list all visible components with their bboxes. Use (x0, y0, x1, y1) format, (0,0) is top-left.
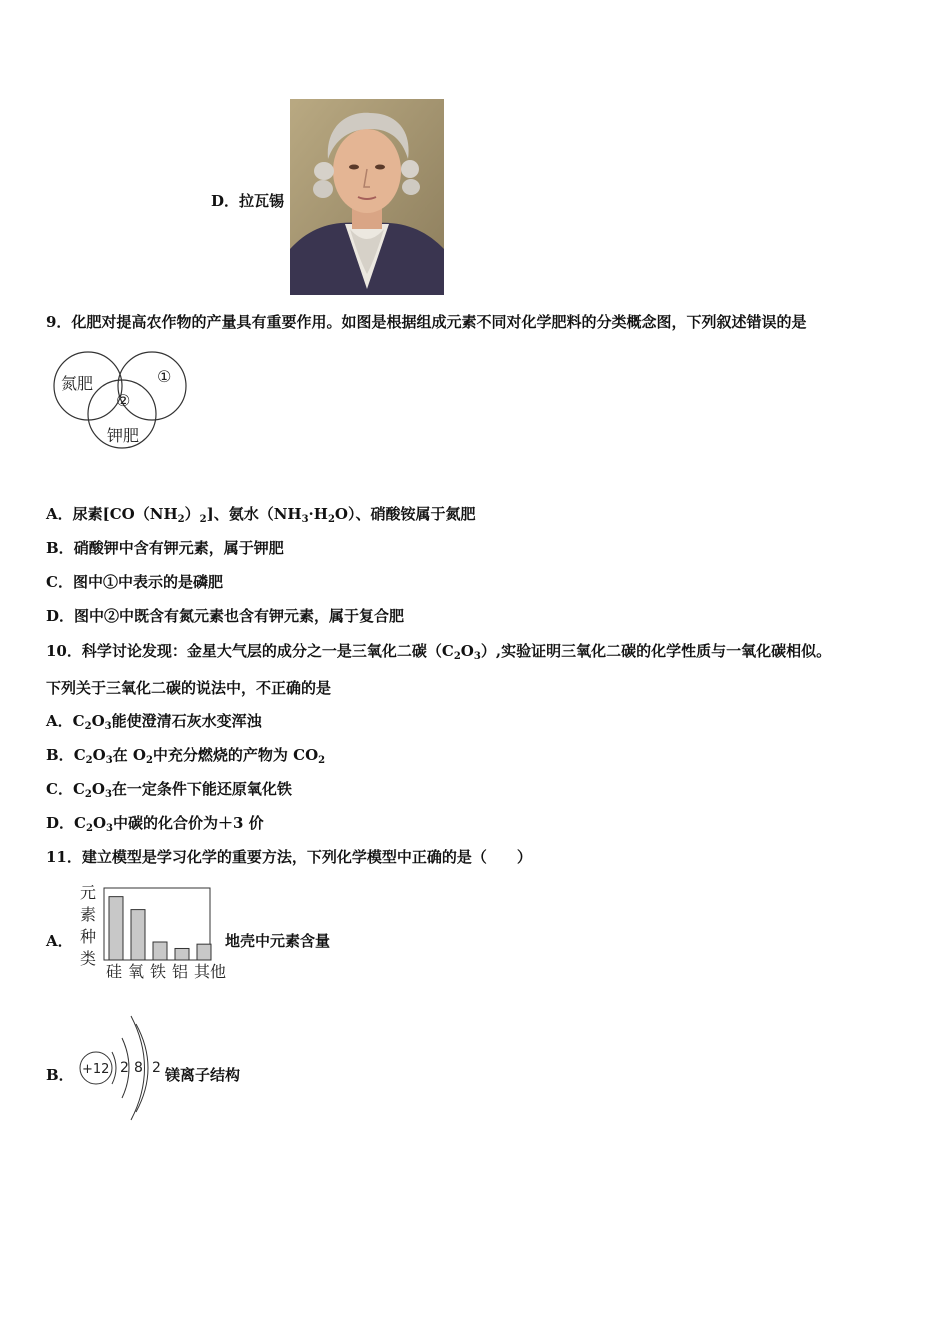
q11-option-b-letter: B． (46, 1066, 74, 1084)
x-tick-label: 铝 (172, 962, 189, 981)
formula: O (91, 780, 105, 798)
subscript: 2 (177, 514, 185, 525)
text: ·H (308, 505, 328, 523)
option-letter: C． (46, 780, 73, 798)
formula: C (72, 712, 85, 730)
option-text: 图中②中既含有氮元素也含有钾元素，属于复合肥 (74, 607, 405, 625)
bar-0 (109, 897, 123, 960)
formula: O (91, 712, 105, 730)
text: 尿素[CO（NH (72, 505, 178, 523)
bar-4 (197, 944, 211, 960)
q9-option-b (46, 537, 284, 558)
subscript: 2 (85, 823, 93, 834)
venn-potassium-label: 钾肥 (107, 426, 140, 445)
fertilizer-venn-diagram (50, 348, 192, 456)
option-letter: B． (46, 539, 74, 557)
formula: C (73, 746, 86, 764)
venn-region-2: ② (116, 391, 131, 410)
option-text: 在 O (112, 746, 146, 764)
ylabel-char: 类 (80, 949, 97, 968)
lavoisier-portrait (290, 99, 444, 295)
formula: O (92, 814, 107, 832)
subscript: 2 (453, 651, 461, 662)
subscript: 3 (301, 514, 309, 525)
option-text: 在一定条件下能还原氧化铁 (111, 780, 292, 798)
venn-region-1: ① (157, 367, 172, 386)
subscript: 2 (84, 721, 92, 732)
text: ]、氨水（NH (206, 505, 302, 523)
option-text: 图中①中表示的是磷肥 (72, 573, 223, 591)
subscript: 2 (145, 755, 153, 766)
option-letter: D． (46, 814, 75, 832)
q9-option-a (46, 503, 476, 524)
x-tick-label: 其他 (194, 962, 227, 981)
text: 10．科学讨论发现：金星大气层的成分之一是三氧化二碳（C (46, 642, 454, 660)
text: O）、硝酸铵属于氮肥 (334, 505, 476, 523)
venn-nitrogen-label: 氮肥 (61, 374, 94, 393)
option-letter: A． (46, 505, 73, 523)
bar-2 (153, 942, 167, 960)
ylabel-char: 素 (80, 905, 97, 924)
text: ） (184, 505, 200, 523)
q11-option-a-letter: A． (46, 932, 73, 950)
option-letter: B． (46, 746, 74, 764)
x-tick-label: 硅 (106, 962, 123, 981)
q8-option-d (211, 190, 284, 211)
nucleus-charge: +12 (82, 1062, 110, 1077)
subscript: 2 (199, 514, 207, 525)
subscript: 3 (105, 755, 113, 766)
q10-option-c (46, 778, 292, 799)
q10-option-b (46, 744, 325, 765)
q10-option-d (46, 812, 264, 833)
option-text: 拉瓦锡 (239, 192, 285, 210)
subscript: 3 (104, 789, 112, 800)
shell-electron-count: 8 (134, 1060, 143, 1076)
shell-electron-count: 2 (152, 1060, 161, 1076)
x-tick-label: 铁 (150, 962, 167, 981)
subscript: 2 (318, 755, 326, 766)
q9-stem: 9．化肥对提高农作物的产量具有重要作用。如图是根据组成元素不同对化学肥料的分类概念图，下列叙述错误的是 (46, 313, 807, 331)
q11-option-a-caption: 地壳中元素含量 (225, 932, 331, 950)
shell-electron-count: 2 (120, 1060, 129, 1076)
magnesium-ion-structure-diagram (76, 1010, 166, 1122)
q10-stem-line2: 下列关于三氧化二碳的说法中，不正确的是 (46, 679, 332, 697)
subscript: 3 (106, 823, 113, 834)
option-letter: D． (211, 192, 240, 210)
subscript: 2 (85, 755, 93, 766)
q9-option-c (46, 571, 223, 592)
q11-option-b-caption: 镁离子结构 (165, 1066, 241, 1084)
chart-ylabel (80, 883, 96, 968)
q9-option-d (46, 605, 404, 626)
bar-3 (175, 948, 189, 960)
option-text: 中充分燃烧的产物为 CO (152, 746, 319, 764)
option-text: 中碳的化合价为＋3 价 (112, 814, 264, 832)
x-tick-label: 氧 (128, 962, 145, 981)
option-letter: A． (46, 712, 73, 730)
option-text: 硝酸钾中含有钾元素，属于钾肥 (73, 539, 284, 557)
text: ）,实验证明三氧化二碳的化学性质与一氧化碳相似。 (480, 642, 832, 660)
subscript: 2 (327, 514, 335, 525)
bar-1 (131, 910, 145, 960)
q10-option-a (46, 710, 262, 731)
option-letter: D． (46, 607, 75, 625)
element-content-bar-chart (76, 880, 227, 984)
formula: O (92, 746, 106, 764)
option-text: 能使澄清石灰水变浑浊 (111, 712, 262, 730)
q10-stem (46, 640, 831, 661)
subscript: 2 (84, 789, 92, 800)
formula: C (72, 780, 85, 798)
text: O (460, 642, 474, 660)
ylabel-char: 元 (80, 883, 97, 902)
ylabel-char: 种 (80, 927, 97, 946)
option-letter: C． (46, 573, 73, 591)
subscript: 3 (473, 651, 481, 662)
subscript: 3 (104, 721, 112, 732)
formula: C (74, 814, 86, 832)
q11-stem: 11．建立模型是学习化学的重要方法，下列化学模型中正确的是（ ） (46, 848, 532, 866)
